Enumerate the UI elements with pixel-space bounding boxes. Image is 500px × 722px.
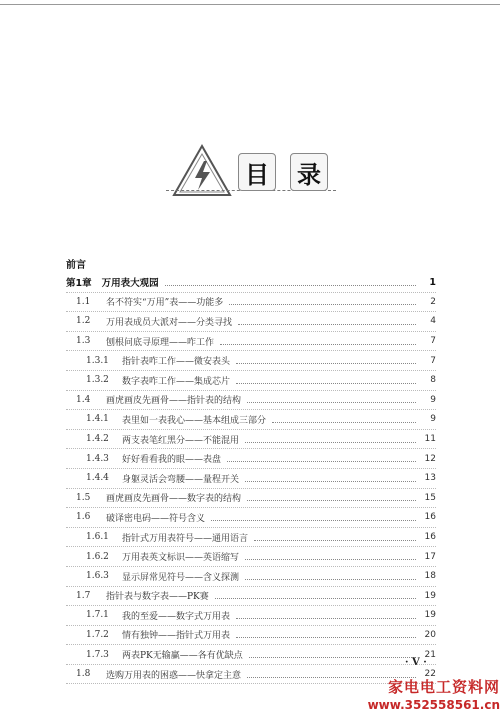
toc-entry-page: 8 bbox=[430, 375, 436, 386]
toc-entry bbox=[66, 606, 436, 625]
toc-entry-title: 指针式万用表符号——通用语言 bbox=[122, 533, 249, 544]
table-of-contents bbox=[66, 259, 436, 684]
toc-leader-dots bbox=[245, 481, 416, 482]
page-title bbox=[238, 153, 328, 191]
toc-entry-title: 我的至爱——数字式万用表 bbox=[122, 611, 231, 622]
toc-entry bbox=[66, 371, 436, 390]
toc-entry-number: 1.1 bbox=[76, 296, 91, 307]
toc-entry bbox=[66, 528, 436, 547]
toc-leader-dots bbox=[236, 383, 416, 384]
toc-leader-dots bbox=[229, 304, 416, 305]
toc-entry-number: 1.7.1 bbox=[86, 610, 109, 621]
watermark-url: www.352558561.cn bbox=[367, 698, 500, 712]
toc-entry-number: 1.7 bbox=[76, 590, 91, 601]
toc-leader-dots bbox=[211, 520, 416, 521]
toc-entry-page: 11 bbox=[424, 434, 436, 445]
toc-rows bbox=[66, 273, 436, 684]
toc-entry-page: 19 bbox=[424, 610, 436, 621]
toc-entry bbox=[66, 645, 436, 664]
toc-entry-page: 2 bbox=[430, 296, 436, 307]
toc-entry-page: 22 bbox=[424, 669, 436, 680]
toc-entry-title: 好好看看我的眼——表盘 bbox=[122, 455, 222, 466]
toc-entry bbox=[66, 351, 436, 370]
toc-entry-title: 万用表大观园 bbox=[101, 278, 159, 290]
toc-leader-dots bbox=[254, 540, 416, 541]
toc-entry-number: 1.6.3 bbox=[86, 571, 109, 582]
toc-entry-title: 刨根问底寻原理——咋工作 bbox=[106, 337, 215, 348]
toc-leader-dots bbox=[236, 363, 416, 364]
toc-entry bbox=[66, 430, 436, 449]
toc-entry bbox=[66, 273, 436, 292]
toc-entry bbox=[66, 312, 436, 331]
page-header bbox=[0, 0, 500, 240]
toc-entry-title: 画虎画皮先画骨——指针表的结构 bbox=[106, 396, 242, 407]
toc-entry bbox=[66, 508, 436, 527]
toc-entry-title: 显示屏常见符号——含义探测 bbox=[122, 572, 240, 583]
toc-entry-number: 1.4.3 bbox=[86, 453, 109, 464]
toc-leader-dots bbox=[245, 579, 416, 580]
toc-entry-number: 第1章 bbox=[66, 278, 92, 290]
toc-entry-number: 1.7.3 bbox=[86, 649, 109, 660]
toc-entry-number: 1.8 bbox=[76, 669, 91, 680]
toc-leader-dots bbox=[272, 422, 416, 423]
top-rule bbox=[0, 4, 500, 5]
toc-entry bbox=[66, 567, 436, 586]
toc-entry-number: 1.3.2 bbox=[86, 375, 109, 386]
title-char: 目 bbox=[238, 153, 276, 191]
toc-entry-title: 情有独钟——指针式万用表 bbox=[122, 631, 231, 642]
toc-entry-number: 1.7.2 bbox=[86, 629, 109, 640]
toc-entry-title: 两表PK无输赢——各有优缺点 bbox=[122, 651, 243, 662]
toc-entry bbox=[66, 469, 436, 488]
toc-entry-title: 身躯灵活会弯腰——量程开关 bbox=[122, 474, 240, 485]
toc-leader-dots bbox=[238, 324, 416, 325]
title-char: 录 bbox=[290, 153, 328, 191]
toc-entry-page: 16 bbox=[424, 512, 436, 523]
watermark bbox=[336, 676, 500, 712]
toc-entry bbox=[66, 410, 436, 429]
toc-leader-dots bbox=[227, 461, 416, 462]
toc-entry-page: 18 bbox=[424, 571, 436, 582]
toc-entry-number: 1.6 bbox=[76, 512, 91, 523]
toc-entry-title: 名不符实“万用”表——功能多 bbox=[106, 298, 224, 309]
toc-entry-page: 17 bbox=[424, 551, 436, 562]
toc-entry-number: 1.3.1 bbox=[86, 355, 109, 366]
toc-entry-page: 21 bbox=[424, 649, 436, 660]
toc-entry-number: 1.4.2 bbox=[86, 434, 109, 445]
toc-entry-number: 1.6.1 bbox=[86, 532, 109, 543]
toc-entry bbox=[66, 391, 436, 410]
toc-preface: 前言 bbox=[66, 260, 86, 271]
toc-leader-dots bbox=[236, 637, 416, 638]
toc-entry-page: 12 bbox=[424, 453, 436, 464]
toc-entry-title: 指针表咋工作——微安表头 bbox=[122, 357, 231, 368]
toc-entry-title: 指针表与数字表——PK赛 bbox=[106, 592, 209, 603]
toc-entry-page: 20 bbox=[424, 629, 436, 640]
toc-entry-title: 画虎画皮先画骨——数字表的结构 bbox=[106, 494, 242, 505]
toc-entry-page: 7 bbox=[430, 336, 436, 347]
toc-entry bbox=[66, 332, 436, 351]
toc-entry-number: 1.4.4 bbox=[86, 473, 109, 484]
toc-leader-dots bbox=[165, 285, 416, 286]
toc-entry-title: 破译密电码——符号含义 bbox=[106, 513, 206, 524]
toc-entry-page: 19 bbox=[424, 590, 436, 601]
toc-entry-page: 15 bbox=[424, 492, 436, 503]
toc-entry-number: 1.2 bbox=[76, 316, 91, 327]
toc-leader-dots bbox=[236, 618, 416, 619]
toc-leader-dots bbox=[247, 402, 416, 403]
toc-leader-dots bbox=[245, 559, 416, 560]
toc-entry-number: 1.3 bbox=[76, 336, 91, 347]
toc-entry-page: 7 bbox=[430, 355, 436, 366]
toc-entry bbox=[66, 626, 436, 645]
toc-entry-title: 选购万用表的困惑——快拿定主意 bbox=[106, 670, 242, 681]
toc-entry bbox=[66, 449, 436, 468]
toc-entry-title: 数字表咋工作——集成芯片 bbox=[122, 376, 231, 387]
toc-entry-page: 9 bbox=[430, 394, 436, 405]
toc-entry bbox=[66, 293, 436, 312]
toc-leader-dots bbox=[245, 442, 416, 443]
toc-entry-title: 万用表成员大派对——分类寻找 bbox=[106, 317, 233, 328]
toc-leader-dots bbox=[220, 344, 416, 345]
toc-entry-page: 16 bbox=[424, 532, 436, 543]
toc-entry-page: 1 bbox=[429, 276, 436, 288]
toc-entry-number: 1.4.1 bbox=[86, 414, 109, 425]
toc-leader-dots bbox=[249, 657, 416, 658]
toc-leader-dots bbox=[215, 598, 416, 599]
toc-entry-title: 两支表笔红黑分——不能混用 bbox=[122, 435, 240, 446]
toc-entry-page: 9 bbox=[430, 414, 436, 425]
toc-entry-number: 1.5 bbox=[76, 492, 91, 503]
toc-entry bbox=[66, 489, 436, 508]
watermark-name: 家电电工资料网 bbox=[387, 678, 500, 696]
toc-entry bbox=[66, 547, 436, 566]
toc-entry-number: 1.4 bbox=[76, 394, 91, 405]
toc-leader-dots bbox=[247, 500, 416, 501]
page-number: · V · bbox=[405, 657, 427, 668]
toc-entry-title: 万用表英文标识——英语缩写 bbox=[122, 553, 240, 564]
toc-entry-number: 1.6.2 bbox=[86, 551, 109, 562]
toc-entry-title: 表里如一表我心——基本组成三部分 bbox=[122, 415, 267, 426]
toc-entry-page: 13 bbox=[424, 473, 436, 484]
toc-entry bbox=[66, 587, 436, 606]
toc-entry-page: 4 bbox=[430, 316, 436, 327]
